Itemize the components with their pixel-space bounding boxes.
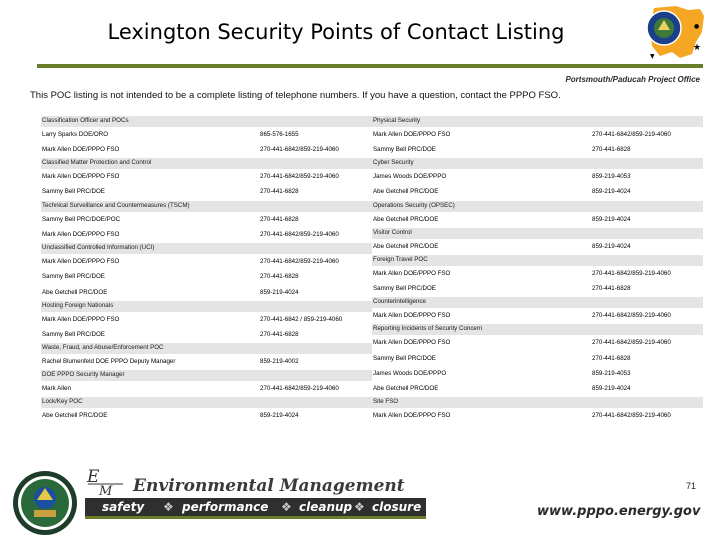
poc-section-heading: Technical Surveillance and Countermeasures (TSCM) [41,201,372,212]
poc-contact-row [372,308,703,323]
poc-contact-row [372,366,703,381]
page-title: Lexington Security Points of Contact Listing [107,20,565,44]
svg-text:▼: ▼ [650,53,655,60]
poc-contact-row [41,285,372,300]
contact-phone: 270-441-6842/859-219-4060 [260,230,339,238]
poc-contact-row [372,351,703,366]
poc-section-heading: DOE PPPO Security Manager [41,370,372,381]
contact-name: Abe Getchell PRC/DOE [42,288,108,296]
intro-note: This POC listing is not intended to be a complete listing of telephone numbers. If you have a question, contact the PPPO FSO. [30,90,561,101]
contact-name: Mark Allen DOE/PPPO FSO [373,269,451,277]
contact-phone: 270-441-6828 [592,146,631,154]
poc-contact-row [372,239,703,254]
contact-name: Sammy Bell PRC/DOE [373,354,436,362]
contact-name: Mark Allen [42,385,71,393]
poc-contact-row [372,281,703,296]
contact-name: Sammy Bell PRC/DOE/POC [42,215,121,223]
contact-name: Mark Allen DOE/PPPO FSO [42,146,120,154]
contact-name: Mark Allen DOE/PPPO FSO [373,312,451,320]
contact-name: Mark Allen DOE/PPPO FSO [42,230,120,238]
contact-phone: 859-219-4024 [592,242,631,250]
poc-section-heading: Operations Security (OPSEC) [372,201,703,212]
poc-contact-row [41,142,372,157]
poc-contact-row [41,212,372,227]
tagline-separator-icon: ❖ [163,500,174,514]
poc-contact-row [372,127,703,142]
contact-name: Larry Sparks DOE/ORO [42,130,109,138]
poc-contact-row [372,212,703,227]
contact-phone: 270-441-6842/859-219-4060 [260,173,339,181]
tagline-separator-icon: ❖ [354,500,365,514]
site-url[interactable]: www.pppo.energy.gov [537,504,701,519]
contact-phone: 270-441-6828 [592,354,631,362]
poc-section-heading: Reporting Incidents of Security Concern [372,324,703,335]
svg-text:★: ★ [693,43,702,53]
contact-phone: 270-441-6842/859-219-4060 [592,339,671,347]
contact-name: Abe Getchell PRC/DOE [373,242,439,250]
contact-phone: 270-441-6842 / 859-219-4060 [260,315,343,323]
page-number: 71 [686,481,697,491]
contact-name: Abe Getchell PRC/DOE [373,188,439,196]
poc-section-heading: Waste, Fraud, and Abuse/Enforcement POC [41,343,372,354]
contact-name: Rachel Blumenfeld DOE PPPO Deputy Manager [42,358,176,366]
poc-section-heading: Cyber Security [372,158,703,169]
contact-phone: 270-441-6842/859-219-4060 [592,130,671,138]
contact-phone: 859-219-4024 [260,288,299,296]
poc-contact-row [41,381,372,396]
tagline-cleanup: cleanup [299,500,353,514]
poc-section-heading: Unclassified Controlled Information (UCI) [41,243,372,254]
contact-name: Abe Getchell PRC/DOE [42,412,108,420]
contact-name: Mark Allen DOE/PPPO FSO [42,173,120,181]
contact-name: Mark Allen DOE/PPPO FSO [373,130,451,138]
poc-section-heading: Counterintelligence [372,297,703,308]
poc-column-left [41,116,372,424]
poc-section-heading: Site FSO [372,397,703,408]
poc-contact-row [41,269,372,284]
contact-phone: 270-441-6842/859-219-4060 [260,385,339,393]
contact-phone: 859-219-4024 [592,215,631,223]
office-label: Portsmouth/Paducah Project Office [565,75,700,84]
contact-phone: 859-219-4053 [592,173,631,181]
contact-name: Sammy Bell PRC/DOE [42,273,105,281]
contact-phone: 270-441-6828 [260,188,299,196]
em-title: Environmental Management [133,476,405,496]
poc-contact-row [372,184,703,199]
tagline-performance: performance [182,500,269,514]
poc-contact-row [372,169,703,184]
contact-phone: 859-219-4024 [260,412,299,420]
contact-name: Sammy Bell PRC/DOE [373,285,436,293]
poc-contact-row [41,169,372,184]
doe-seal-ohio-map-logo [636,2,706,62]
poc-contact-row [41,254,372,269]
poc-contact-row [41,184,372,199]
poc-section-heading: Classification Officer and POCs [41,116,372,127]
poc-contact-row [372,142,703,157]
poc-section-heading: Foreign Travel POC [372,255,703,266]
poc-contact-row [372,408,703,423]
poc-contact-row [372,335,703,350]
contact-phone: 859-219-4002 [260,358,299,366]
contact-name: Mark Allen DOE/PPPO FSO [42,257,120,265]
poc-section-heading: Visitor Control [372,228,703,239]
contact-phone: 270-441-6828 [260,215,299,223]
contact-name: Abe Getchell PRC/DOE [373,215,439,223]
poc-contact-row [372,266,703,281]
contact-name: Sammy Bell PRC/DOE [42,188,105,196]
contact-name: Abe Getchell PRC/DOE [373,385,439,393]
poc-contact-row [41,227,372,242]
tagline-safety: safety [102,500,145,514]
contact-phone: 270-441-6828 [592,285,631,293]
poc-section-heading: Lock/Key POC [41,397,372,408]
em-monogram-logo [85,466,125,496]
contact-phone: 270-441-6842/859-219-4060 [260,146,339,154]
contact-name: Mark Allen DOE/PPPO FSO [373,412,451,420]
tagline-closure: closure [372,500,422,514]
contact-phone: 270-441-6828 [260,273,299,281]
poc-section-heading: Classified Matter Protection and Control [41,158,372,169]
poc-contact-row [41,127,372,142]
em-letter-m: M [99,484,113,496]
contact-name: Mark Allen DOE/PPPO FSO [42,315,120,323]
poc-contact-row [41,408,372,423]
poc-section-heading: Hosting Foreign Nationals [41,301,372,312]
poc-section-heading: Physical Security [372,116,703,127]
contact-phone: 270-441-6828 [260,330,299,338]
em-letter-e: E [87,467,100,487]
header-rule [37,64,703,68]
contact-phone: 270-441-6842/859-219-4060 [260,257,339,265]
contact-name: Sammy Bell PRC/DOE [42,330,105,338]
contact-name: James Woods DOE/PPPO [373,173,447,181]
poc-contact-row [41,312,372,327]
tagline-bar [85,498,426,516]
contact-phone: 865-576-1655 [260,130,299,138]
poc-column-right [372,116,703,424]
poc-contact-row [41,354,372,369]
svg-text:●: ● [694,23,700,30]
tagline-bar-accent [85,516,426,519]
contact-phone: 270-441-6842/859-219-4060 [592,269,671,277]
tagline-separator-icon: ❖ [281,500,292,514]
contact-name: Mark Allen DOE/PPPO FSO [373,339,451,347]
contact-name: James Woods DOE/PPPO [373,369,447,377]
contact-phone: 859-219-4024 [592,188,631,196]
contact-phone: 270-441-6842/859-219-4060 [592,412,671,420]
contact-phone: 270-441-6842/859-219-4060 [592,312,671,320]
poc-contact-row [372,381,703,396]
contact-phone: 859-219-4024 [592,385,631,393]
doe-seal-icon [12,470,78,536]
contact-name: Sammy Bell PRC/DOE [373,146,436,154]
contact-phone: 859-219-4053 [592,369,631,377]
poc-contact-row [41,327,372,342]
